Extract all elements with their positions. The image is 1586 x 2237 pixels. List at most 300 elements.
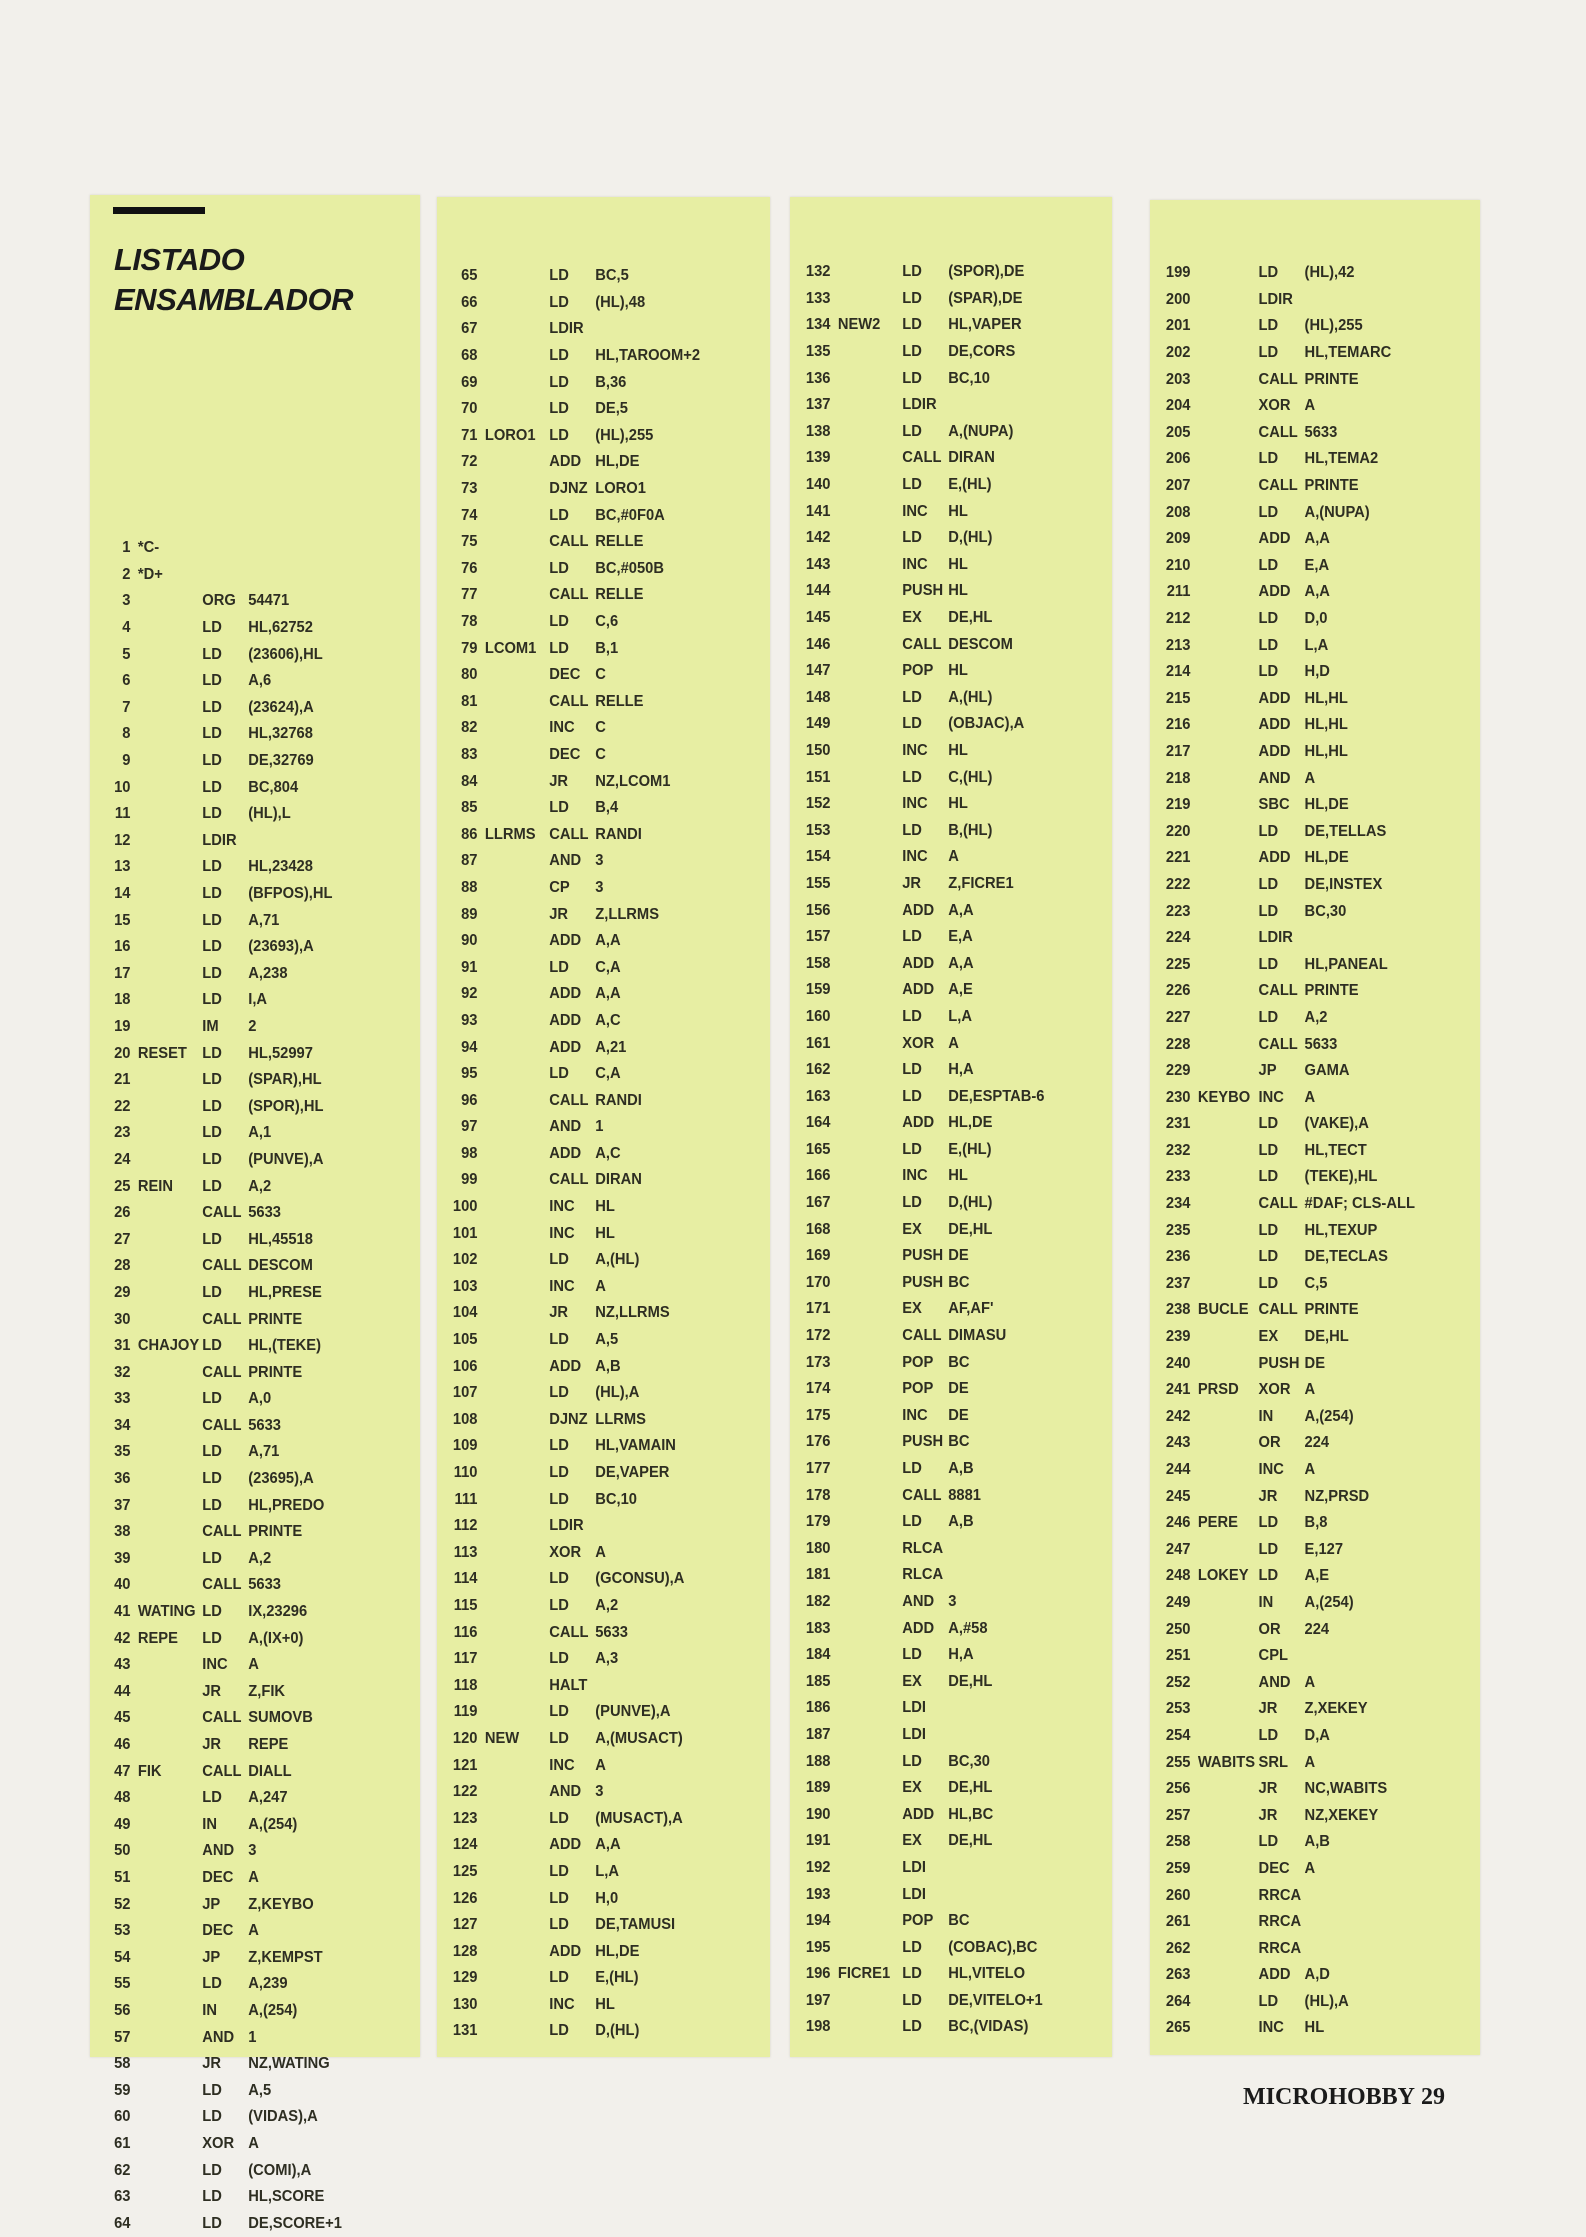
line-number: 254: [1165, 1726, 1191, 1744]
code-line: [90, 1226, 394, 1253]
operand: 5633: [248, 1416, 281, 1434]
line-number: 82: [461, 719, 478, 737]
line-number: 116: [453, 1623, 478, 1641]
code-line: [790, 1509, 1086, 1536]
code-line: [790, 1137, 1086, 1164]
line-number: 149: [805, 715, 831, 733]
opcode: LDIR: [902, 396, 937, 414]
operand: HL: [948, 1167, 968, 1185]
line-number: 135: [805, 343, 831, 361]
code-line: [437, 2018, 743, 2045]
code-line: [437, 635, 743, 662]
line-number: 189: [805, 1779, 831, 1797]
opcode: AND: [549, 1118, 582, 1136]
code-line: [90, 1173, 394, 1200]
operand: HL: [1304, 2019, 1325, 2037]
line-number: 15: [114, 911, 131, 929]
line-number: 162: [805, 1061, 831, 1079]
code-line: [1150, 1058, 1454, 1085]
code-line: [1150, 1111, 1454, 1138]
line-number: 39: [114, 1549, 131, 1567]
opcode: LD: [902, 2018, 922, 2036]
operand: REPE: [248, 1736, 289, 1754]
line-number: 199: [1165, 264, 1191, 282]
operand: Z,LLRMS: [595, 905, 660, 923]
opcode: LD: [549, 1916, 569, 1934]
code-line: [790, 1961, 1086, 1988]
code-line: [437, 1646, 743, 1673]
opcode: LD: [1258, 503, 1279, 521]
operand: A,A: [1304, 583, 1330, 601]
line-number: 97: [461, 1118, 478, 1136]
line-number: 229: [1165, 1062, 1191, 1080]
opcode: CALL: [902, 635, 942, 653]
code-line: [790, 924, 1086, 951]
operand: HL,DE: [595, 1942, 640, 1960]
opcode: LD: [549, 373, 569, 391]
code-line: [90, 535, 394, 562]
line-number: 136: [805, 369, 831, 387]
code-line: [790, 1482, 1086, 1509]
opcode: ADD: [549, 1357, 582, 1375]
code-line: [790, 259, 1086, 286]
line-number: 233: [1165, 1168, 1191, 1186]
code-line: [790, 1934, 1086, 1961]
operand: A: [1304, 1461, 1316, 1479]
code-line: [437, 715, 743, 742]
code-line: [437, 1726, 743, 1753]
line-number: 64: [114, 2214, 131, 2232]
code-line: [790, 1163, 1086, 1190]
line-number: 154: [805, 848, 831, 866]
code-line: [1150, 898, 1454, 925]
operand: A,71: [248, 1443, 280, 1461]
line-number: 124: [452, 1836, 478, 1854]
line-number: 208: [1165, 503, 1191, 521]
code-line: [437, 263, 743, 290]
code-line: [790, 1349, 1086, 1376]
code-line: [1150, 446, 1454, 473]
opcode: LD: [202, 938, 222, 956]
operand: DE,HL: [948, 1832, 993, 1850]
operand: HL: [948, 502, 968, 520]
code-line: [1150, 1191, 1454, 1218]
line-number: 215: [1165, 689, 1191, 707]
code-line: [437, 1859, 743, 1886]
line-number: 262: [1165, 1939, 1191, 1957]
line-number: 265: [1165, 2019, 1191, 2037]
label: PRSD: [1197, 1381, 1239, 1399]
opcode: JR: [549, 905, 569, 923]
opcode: LD: [902, 1965, 922, 1983]
operand: DE,32769: [248, 752, 314, 770]
opcode: INC: [549, 1198, 575, 1216]
line-number: 174: [805, 1380, 831, 1398]
opcode: LD: [549, 1889, 569, 1907]
code-line: [437, 901, 743, 928]
opcode: LD: [202, 2108, 222, 2126]
line-number: 191: [805, 1832, 831, 1850]
line-number: 237: [1165, 1274, 1191, 1292]
opcode: JR: [902, 874, 922, 892]
line-number: 139: [805, 449, 831, 467]
code-line: [790, 1083, 1086, 1110]
opcode: CALL: [549, 825, 589, 843]
opcode: ADD: [549, 932, 582, 950]
line-number: 220: [1165, 822, 1191, 840]
code-line: [437, 502, 743, 529]
line-number: 2: [122, 565, 131, 583]
code-line: [790, 445, 1086, 472]
code-line: [90, 987, 394, 1014]
operand: A,A: [595, 985, 621, 1003]
label: FICRE1: [837, 1965, 891, 1983]
title-rule: [113, 207, 205, 214]
operand: 5633: [1304, 423, 1338, 441]
operand: A,0: [248, 1390, 272, 1408]
operand: HL,VITELO: [948, 1965, 1026, 1983]
code-line: [90, 828, 394, 855]
operand: DE,SCORE+1: [248, 2214, 342, 2232]
label: LORO1: [484, 426, 536, 444]
line-number: 230: [1165, 1088, 1191, 1106]
line-number: 10: [114, 778, 131, 796]
line-number: 90: [461, 932, 478, 950]
code-line: [90, 1998, 394, 2025]
code-line: [437, 476, 743, 503]
opcode: POP: [902, 662, 934, 680]
operand: A: [595, 1277, 606, 1295]
opcode: LD: [1258, 317, 1279, 335]
operand: (HL),L: [248, 805, 291, 823]
label: NEW2: [837, 316, 881, 334]
line-number: 78: [461, 613, 478, 631]
line-number: 182: [805, 1592, 831, 1610]
operand: C,6: [595, 613, 619, 631]
line-number: 68: [461, 347, 478, 365]
code-line: [790, 552, 1086, 579]
opcode: CP: [549, 878, 570, 896]
code-line: [1150, 951, 1454, 978]
operand: (COMI),A: [248, 2161, 312, 2179]
opcode: LD: [549, 1065, 569, 1083]
line-number: 87: [461, 852, 478, 870]
line-number: 38: [114, 1523, 131, 1541]
code-line: [1150, 1616, 1454, 1643]
code-line: [1150, 1031, 1454, 1058]
opcode: JR: [1258, 1780, 1278, 1798]
operand: DIALL: [248, 1762, 292, 1780]
code-line: [437, 1486, 743, 1513]
label: REPE: [137, 1629, 178, 1647]
operand: RELLE: [595, 692, 644, 710]
opcode: JR: [202, 2055, 222, 2073]
opcode: LD: [1258, 1141, 1279, 1159]
opcode: SRL: [1258, 1753, 1288, 1771]
operand: IX,23296: [248, 1603, 308, 1621]
opcode: DEC: [202, 1922, 234, 1940]
opcode: LD: [202, 1337, 222, 1355]
opcode: INC: [902, 1167, 928, 1185]
operand: HL,TEMARC: [1304, 344, 1392, 362]
code-line: [437, 1699, 743, 1726]
opcode: LDI: [902, 1699, 926, 1717]
line-number: 66: [461, 293, 478, 311]
code-line: [437, 556, 743, 583]
operand: BC: [948, 1273, 970, 1291]
operand: A: [948, 848, 959, 866]
line-number: 7: [122, 698, 131, 716]
line-number: 95: [461, 1065, 478, 1083]
code-line: [90, 1280, 394, 1307]
code-line: [790, 1775, 1086, 1802]
code-line: [437, 821, 743, 848]
operand: DE,TELLAS: [1304, 822, 1387, 840]
line-number: 194: [805, 1912, 831, 1930]
opcode: LD: [549, 1331, 569, 1349]
opcode: LDIR: [202, 831, 237, 849]
operand: 224: [1304, 1434, 1330, 1452]
code-line: [790, 1057, 1086, 1084]
code-line: [790, 605, 1086, 632]
code-line: [790, 685, 1086, 712]
line-number: 217: [1165, 742, 1191, 760]
line-number: 113: [453, 1543, 478, 1561]
code-line: [790, 1908, 1086, 1935]
operand: A: [595, 1756, 606, 1774]
operand: (23693),A: [248, 938, 314, 956]
code-line: [1150, 925, 1454, 952]
code-line: [437, 848, 743, 875]
line-number: 239: [1165, 1328, 1191, 1346]
operand: A,A: [595, 932, 621, 950]
opcode: AND: [1258, 1673, 1291, 1691]
operand: Z,KEMPST: [248, 1948, 323, 1966]
code-line: [790, 1695, 1086, 1722]
operand: BC,10: [595, 1490, 637, 1508]
line-number: 100: [452, 1198, 478, 1216]
code-line: [1150, 313, 1454, 340]
opcode: ADD: [1258, 583, 1291, 601]
code-line: [790, 1642, 1086, 1669]
line-number: 112: [453, 1517, 478, 1535]
opcode: INC: [549, 719, 575, 737]
code-line: [90, 615, 394, 642]
opcode: LD: [902, 316, 922, 334]
code-line: [90, 2051, 394, 2078]
opcode: LDIR: [549, 1517, 584, 1535]
opcode: CALL: [202, 1257, 242, 1275]
operand: HL,PRESE: [248, 1283, 322, 1301]
code-line: [437, 1167, 743, 1194]
code-line: [437, 1220, 743, 1247]
code-line: [90, 1652, 394, 1679]
operand: 3: [595, 852, 604, 870]
operand: (SPOR),HL: [248, 1097, 324, 1115]
line-number: 34: [114, 1416, 131, 1434]
line-number: 226: [1165, 982, 1191, 1000]
line-number: 23: [114, 1124, 131, 1142]
opcode: LD: [549, 267, 569, 285]
opcode: LD: [902, 1460, 922, 1478]
label: LCOM1: [484, 639, 537, 657]
code-line: [437, 1034, 743, 1061]
code-line: [1150, 1776, 1454, 1803]
opcode: INC: [902, 502, 928, 520]
listing-column-1: [90, 195, 420, 2232]
opcode: LD: [202, 991, 222, 1009]
line-number: 224: [1165, 929, 1191, 947]
code-line: [90, 695, 394, 722]
line-number: 31: [114, 1337, 131, 1355]
opcode: ADD: [1258, 530, 1291, 548]
code-line: [90, 934, 394, 961]
opcode: LD: [549, 1570, 569, 1588]
operand: DE,HL: [948, 1220, 993, 1238]
line-number: 65: [461, 267, 478, 285]
line-number: 141: [805, 502, 831, 520]
line-number: 159: [805, 981, 831, 999]
code-line: [1150, 792, 1454, 819]
operand: C,A: [595, 1065, 621, 1083]
opcode: LD: [202, 911, 222, 929]
opcode: ADD: [902, 1114, 935, 1132]
opcode: DJNZ: [549, 480, 588, 498]
operand: H,D: [1304, 663, 1330, 681]
page-number: 29: [1421, 2084, 1446, 2110]
operand: A,2: [595, 1596, 619, 1614]
operand: B,8: [1304, 1514, 1328, 1532]
code-line: [1150, 1749, 1454, 1776]
opcode: LD: [1258, 1833, 1279, 1851]
label: LOKEY: [1197, 1567, 1249, 1585]
opcode: LD: [202, 1177, 222, 1195]
opcode: CALL: [1258, 1195, 1298, 1213]
opcode: LD: [549, 1729, 569, 1747]
code-line: [437, 1008, 743, 1035]
opcode: LD: [202, 1230, 222, 1248]
code-line: [90, 801, 394, 828]
operand: A: [248, 2134, 259, 2152]
line-number: 210: [1165, 556, 1191, 574]
opcode: LD: [549, 1251, 569, 1269]
opcode: INC: [1258, 1461, 1284, 1479]
code-line: [1150, 260, 1454, 287]
operand: E,A: [1304, 556, 1330, 574]
code-line: [90, 1838, 394, 1865]
opcode: LD: [902, 688, 922, 706]
operand: BC,#0F0A: [595, 506, 665, 524]
line-number: 101: [452, 1224, 478, 1242]
operand: HL: [595, 1224, 615, 1242]
operand: A,E: [948, 981, 973, 999]
operand: A,(254): [248, 1815, 298, 1833]
code-line: [790, 1668, 1086, 1695]
opcode: RLCA: [902, 1566, 944, 1584]
line-number: 211: [1166, 583, 1191, 601]
code-line: [90, 1812, 394, 1839]
code-line: [1150, 1377, 1454, 1404]
opcode: LD: [549, 400, 569, 418]
code-lines: [437, 263, 770, 2045]
opcode: EX: [902, 1300, 922, 1318]
operand: RELLE: [595, 586, 644, 604]
line-number: 168: [805, 1220, 831, 1238]
opcode: INC: [549, 1224, 575, 1242]
code-line: [1150, 1457, 1454, 1484]
code-line: [437, 1672, 743, 1699]
operand: DE,HL: [948, 1672, 993, 1690]
code-line: [90, 1944, 394, 1971]
line-number: 247: [1165, 1540, 1191, 1558]
operand: HL,DE: [948, 1114, 993, 1132]
code-line: [1150, 1935, 1454, 1962]
opcode: LD: [1258, 1008, 1279, 1026]
opcode: LD: [1258, 1992, 1279, 2010]
code-line: [437, 1832, 743, 1859]
operand: A,2: [1304, 1008, 1328, 1026]
line-number: 8: [122, 725, 131, 743]
line-number: 96: [461, 1091, 478, 1109]
code-line: [790, 631, 1086, 658]
line-number: 17: [114, 964, 131, 982]
opcode: POP: [902, 1912, 934, 1930]
code-line: [437, 609, 743, 636]
opcode: INC: [902, 555, 928, 573]
line-number: 140: [805, 476, 831, 494]
opcode: LD: [202, 964, 222, 982]
code-line: [90, 1067, 394, 1094]
line-number: 131: [452, 2022, 478, 2040]
operand: H,0: [595, 1889, 619, 1907]
line-number: 16: [114, 938, 131, 956]
operand: A,(NUPA): [1304, 503, 1370, 521]
line-number: 219: [1165, 796, 1191, 814]
code-line: [790, 844, 1086, 871]
line-number: 46: [114, 1736, 131, 1754]
opcode: LD: [1258, 822, 1279, 840]
opcode: LDI: [902, 1725, 926, 1743]
operand: A,238: [248, 964, 288, 982]
operand: I,A: [248, 991, 268, 1009]
opcode: XOR: [202, 2134, 235, 2152]
operand: HL,DE: [1304, 796, 1349, 814]
line-number: 250: [1165, 1620, 1191, 1638]
line-number: 200: [1165, 290, 1191, 308]
code-line: [437, 689, 743, 716]
code-line: [790, 711, 1086, 738]
operand: HL,32768: [248, 725, 313, 743]
code-line: [790, 1110, 1086, 1137]
line-number: 37: [114, 1496, 131, 1514]
code-line: [790, 658, 1086, 685]
operand: (HL),A: [1304, 1992, 1349, 2010]
code-line: [790, 339, 1086, 366]
code-line: [90, 1705, 394, 1732]
opcode: DEC: [549, 666, 581, 684]
line-number: 36: [114, 1470, 131, 1488]
code-line: [790, 1243, 1086, 1270]
line-number: 171: [805, 1300, 831, 1318]
line-number: 227: [1165, 1008, 1191, 1026]
operand: DE: [948, 1247, 969, 1265]
line-number: 93: [461, 1011, 478, 1029]
line-number: 127: [452, 1916, 478, 1934]
operand: A,239: [248, 1975, 288, 1993]
line-number: 89: [461, 905, 478, 923]
operand: HL,(TEKE): [248, 1337, 322, 1355]
code-line: [437, 1912, 743, 1939]
